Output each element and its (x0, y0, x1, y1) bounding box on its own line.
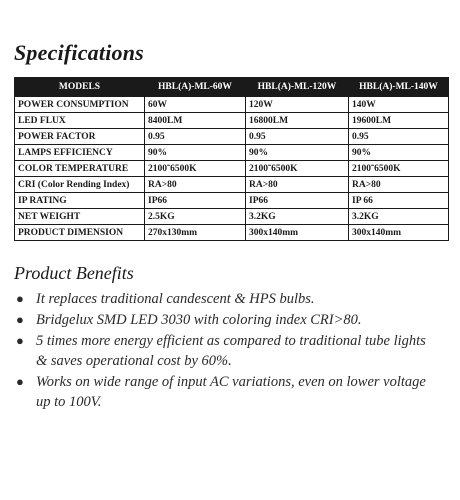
row-label: NET WEIGHT (15, 209, 145, 225)
table-row (15, 193, 449, 209)
list-item (14, 289, 434, 309)
cell-value: RA>80 (246, 177, 349, 193)
benefits-title: Product Benefits (14, 263, 134, 283)
bullet-icon: ● (16, 291, 24, 306)
cell-value: 0.95 (246, 129, 349, 145)
benefit-text: Bridgelux SMD LED 3030 with coloring index CRI>80. (36, 312, 362, 328)
row-label: LED FLUX (15, 113, 145, 129)
table-row (15, 225, 449, 241)
row-label: LAMPS EFFICIENCY (15, 145, 145, 161)
cell-value: 2100˜6500K (246, 161, 349, 177)
cell-value: RA>80 (145, 177, 246, 193)
header-models: MODELS (15, 78, 145, 97)
table-row (15, 209, 449, 225)
list-item (14, 310, 434, 330)
cell-value: 140W (349, 97, 449, 113)
row-label: COLOR TEMPERATURE (15, 161, 145, 177)
header-model-60w: HBL(A)-ML-60W (145, 78, 246, 97)
cell-value: IP66 (246, 193, 349, 209)
table-row (15, 129, 449, 145)
cell-value: IP 66 (349, 193, 449, 209)
cell-value: 60W (145, 97, 246, 113)
benefit-text: 5 times more energy efficient as compared to traditional tube lights & saves operational cost by 60%. (36, 333, 426, 369)
table-row (15, 177, 449, 193)
cell-value: 0.95 (349, 129, 449, 145)
cell-value: 90% (349, 145, 449, 161)
cell-value: 16800LM (246, 113, 349, 129)
cell-value: 19600LM (349, 113, 449, 129)
cell-value: 8400LM (145, 113, 246, 129)
header-model-120w: HBL(A)-ML-120W (246, 78, 349, 97)
specifications-title: Specifications (14, 40, 144, 65)
table-header-row (15, 78, 449, 97)
bullet-icon: ● (16, 374, 24, 389)
table-row (15, 113, 449, 129)
cell-value: 3.2KG (349, 209, 449, 225)
cell-value: 0.95 (145, 129, 246, 145)
row-label: POWER CONSUMPTION (15, 97, 145, 113)
table-row (15, 161, 449, 177)
cell-value: 2100˜6500K (349, 161, 449, 177)
cell-value: 300x140mm (349, 225, 449, 241)
row-label: IP RATING (15, 193, 145, 209)
cell-value: 300x140mm (246, 225, 349, 241)
header-model-140w: HBL(A)-ML-140W (349, 78, 449, 97)
bullet-icon: ● (16, 333, 24, 348)
cell-value: 120W (246, 97, 349, 113)
cell-value: 90% (145, 145, 246, 161)
list-item (14, 372, 434, 412)
row-label: POWER FACTOR (15, 129, 145, 145)
cell-value: 2.5KG (145, 209, 246, 225)
list-item (14, 331, 434, 371)
bullet-icon: ● (16, 312, 24, 327)
table-row (15, 97, 449, 113)
row-label: CRI (Color Rending Index) (15, 177, 145, 193)
cell-value: IP66 (145, 193, 246, 209)
cell-value: 270x130mm (145, 225, 246, 241)
benefits-list (14, 289, 434, 413)
cell-value: 3.2KG (246, 209, 349, 225)
cell-value: 2100˜6500K (145, 161, 246, 177)
benefit-text: Works on wide range of input AC variations, even on lower voltage up to 100V. (36, 374, 426, 410)
benefit-text: It replaces traditional candescent & HPS bulbs. (36, 291, 315, 307)
cell-value: RA>80 (349, 177, 449, 193)
table-row (15, 145, 449, 161)
cell-value: 90% (246, 145, 349, 161)
row-label: PRODUCT DIMENSION (15, 225, 145, 241)
specifications-table (14, 77, 449, 241)
